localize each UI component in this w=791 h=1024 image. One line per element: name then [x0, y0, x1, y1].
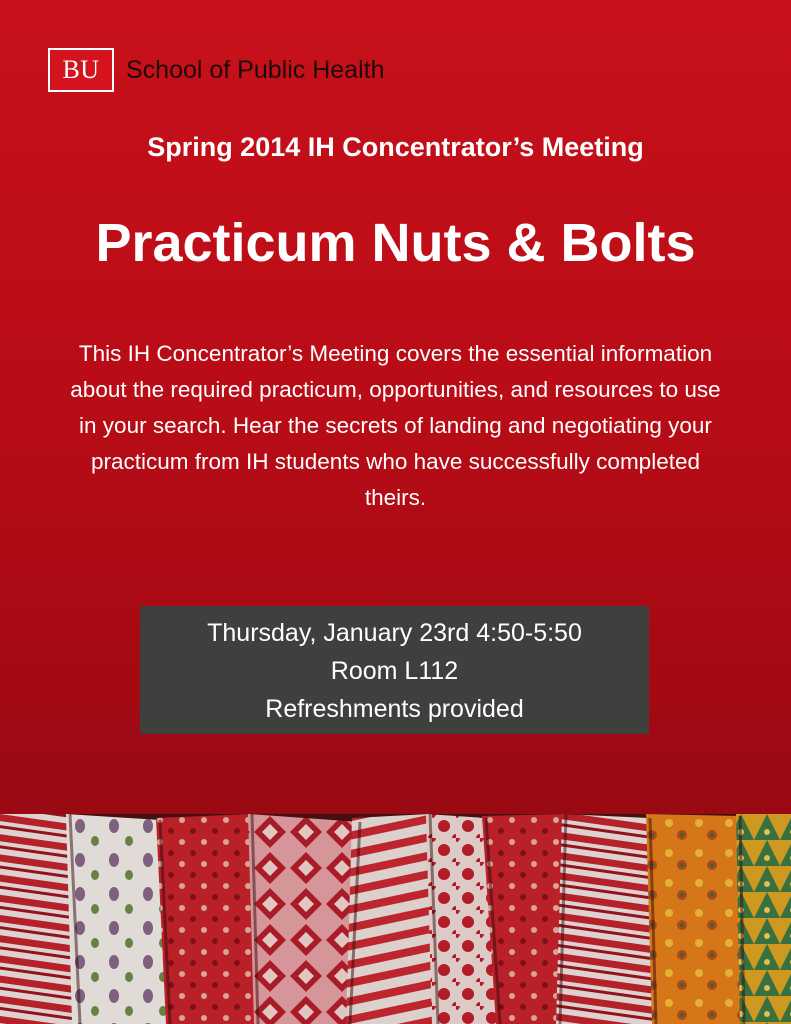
event-details-box: [140, 606, 649, 734]
event-refreshments: Refreshments provided: [265, 695, 524, 723]
event-description: This IH Concentrator’s Meeting covers the essential information about the required practicum, opportunities, and resources to use in your search. Hear the secrets of landing and negotiating your practicum from IH students who have successfully completed theirs.: [70, 341, 721, 510]
school-name: School of Public Health: [126, 55, 385, 84]
event-subtitle: Spring 2014 IH Concentrator’s Meeting: [147, 132, 644, 162]
event-title: Practicum Nuts & Bolts: [95, 213, 696, 273]
event-date-time: Thursday, January 23rd 4:50-5:50: [207, 619, 582, 647]
bu-logo: BU: [48, 48, 114, 92]
header-logo-row: [48, 48, 384, 92]
fabric-photo: [0, 814, 791, 1024]
event-room: Room L112: [330, 657, 459, 685]
fabric-photo-illustration: [0, 814, 791, 1024]
